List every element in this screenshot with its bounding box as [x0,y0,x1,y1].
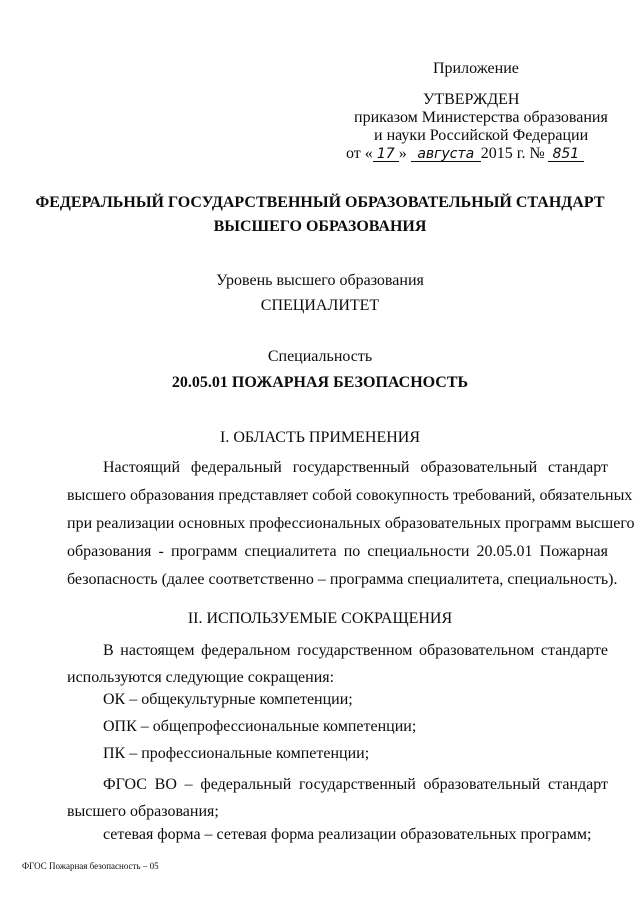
date-month: августа [411,147,481,162]
paragraph-line: ФГОС ВО – федеральный государственный образовательный стандарт [103,776,608,793]
paragraph-line: используются следующие сокращения: [67,669,335,686]
paragraph-line: В настоящем федеральном государственном образовательном стандарте [103,642,608,659]
section-2-intro [67,637,608,691]
section-1-paragraph [67,454,635,594]
order-line-1: приказом Министерства образования [354,109,608,126]
order-date-line [346,145,584,163]
date-prefix: от « [346,145,373,162]
order-number: 851 [548,147,584,162]
date-sep: » [398,145,407,162]
order-line-2: и науки Российской Федерации [374,127,589,144]
page-footer: ФГОС Пожарная безопасность – 05 [22,861,159,871]
paragraph-line: Настоящий федеральный государственный образовательный стандарт [103,459,608,476]
appendix-label: Приложение [433,60,519,77]
specialty-value: 20.05.01 ПОЖАРНАЯ БЕЗОПАСНОСТЬ [171,374,469,391]
section-2-heading: II. ИСПОЛЬЗУЕМЫЕ СОКРАЩЕНИЯ [187,610,453,627]
date-day: 17 [373,147,399,162]
title-line-1: ФЕДЕРАЛЬНЫЙ ГОСУДАРСТВЕННЫЙ ОБРАЗОВАТЕЛЬНЫЙ СТАНДАРТ [35,194,605,211]
paragraph-line: безопасность (далее соответственно – программа специалитета, специальность). [67,571,618,588]
title-line-2: ВЫСШЕГО ОБРАЗОВАНИЯ [213,218,427,235]
specialty-label: Специальность [267,348,373,365]
level-value: СПЕЦИАЛИТЕТ [260,297,380,314]
paragraph-line: при реализации основных профессиональных образовательных программ высшего [67,515,635,532]
section-1-heading: I. ОБЛАСТЬ ПРИМЕНЕНИЯ [219,429,421,446]
abbreviation-opk: ОПК – общепрофессиональные компетенции; [103,718,417,735]
abbreviation-ok: ОК – общекультурные компетенции; [103,691,353,708]
abbreviation-network-form: сетевая форма – сетевая форма реализации образовательных программ; [103,826,592,843]
paragraph-line: высшего образования; [67,803,219,820]
date-suffix: 2015 г. № [480,145,545,162]
abbreviation-pk: ПК – профессиональные компетенции; [103,745,370,762]
paragraph-line: образования - программ специалитета по специальности 20.05.01 Пожарная [67,543,608,560]
abbreviation-fgos [67,771,608,825]
paragraph-line: высшего образования представляет собой совокупность требований, обязательных [67,487,633,504]
level-label: Уровень высшего образования [216,272,424,289]
approved-label: УТВЕРЖДЕН [423,91,520,108]
